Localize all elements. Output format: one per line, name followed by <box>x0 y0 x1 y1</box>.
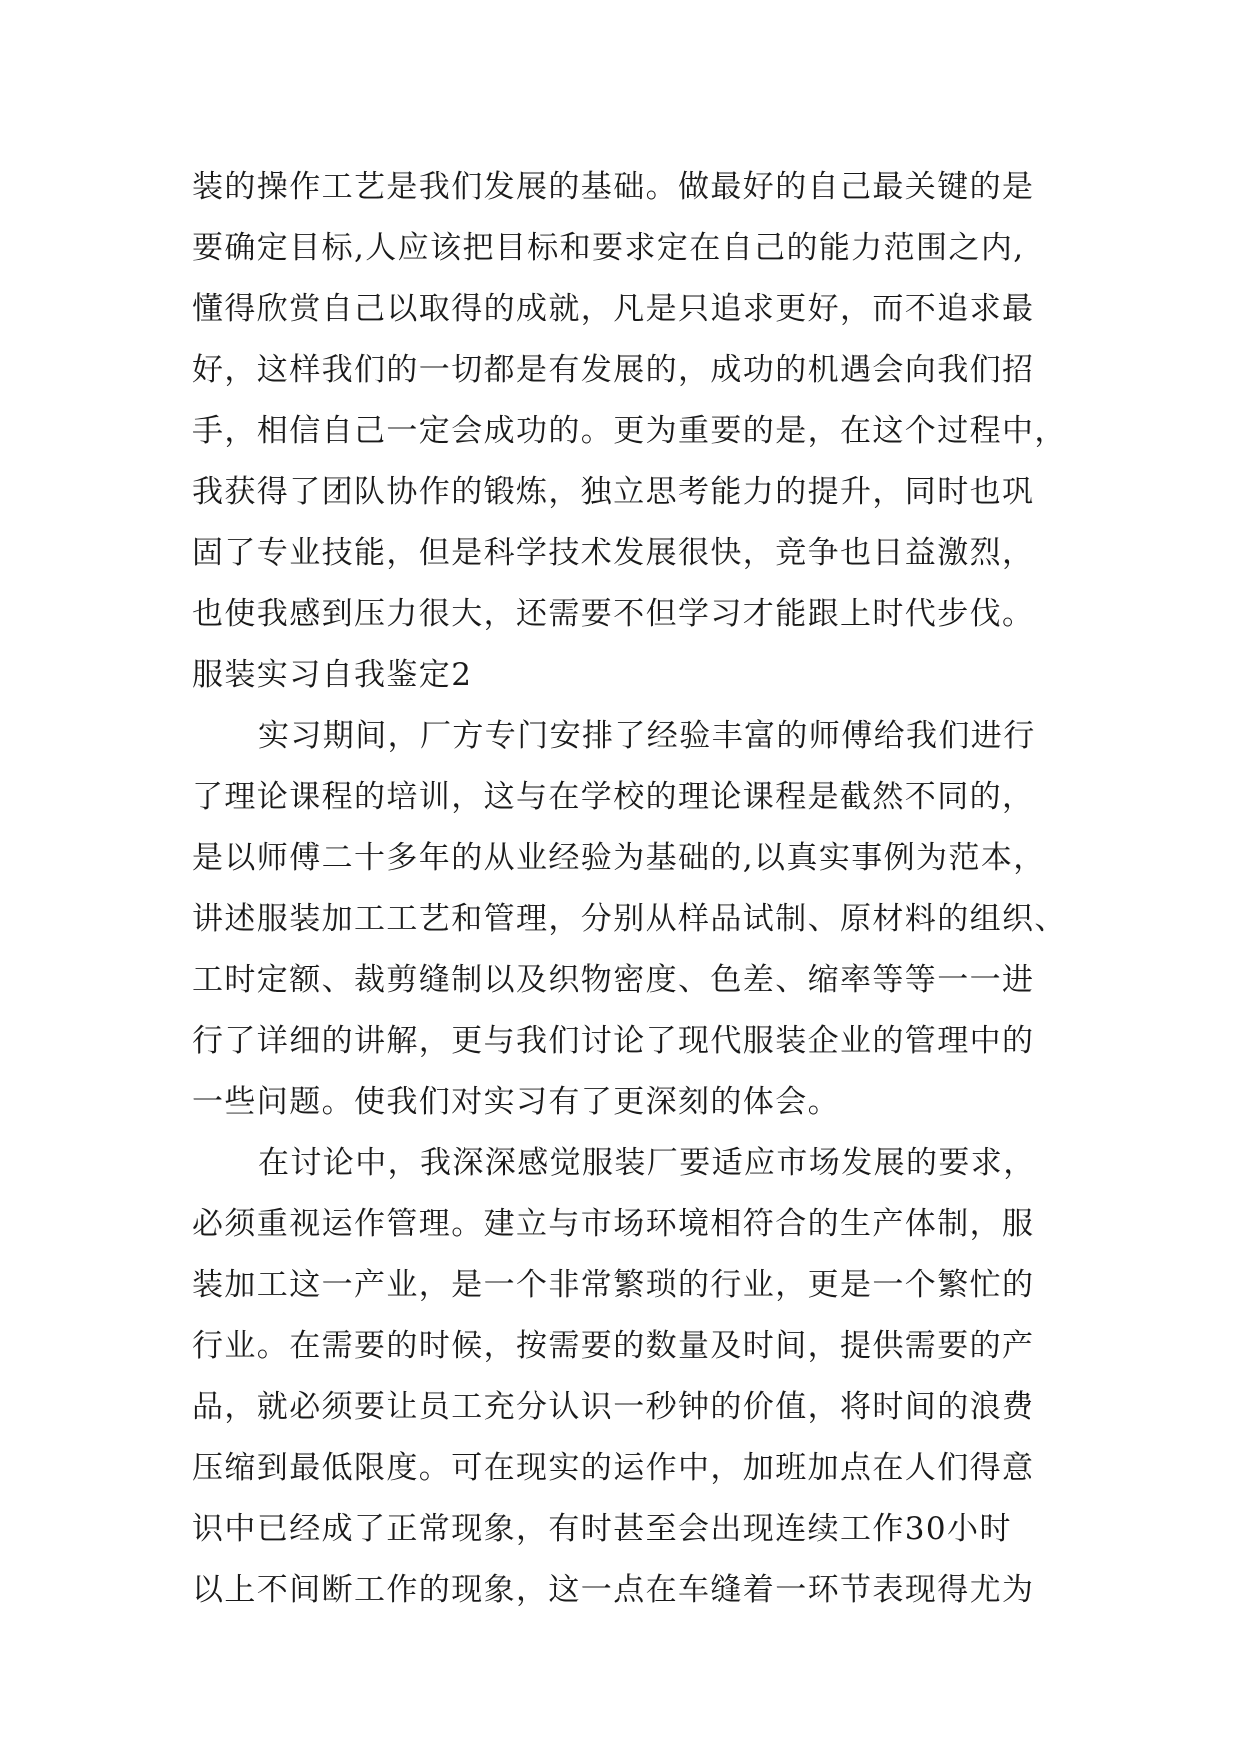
text-line: 我获得了团队协作的锻炼，独立思考能力的提升，同时也巩 <box>192 474 1035 510</box>
text-line: 必须重视运作管理。建立与市场环境相符合的生产体制，服 <box>192 1206 1035 1242</box>
text-line: 压缩到最低限度。可在现实的运作中，加班加点在人们得意 <box>192 1450 1035 1486</box>
text-line: 了理论课程的培训，这与在学校的理论课程是截然不同的， <box>192 779 1035 815</box>
text-line: 一些问题。使我们对实习有了更深刻的体会。 <box>192 1084 840 1120</box>
text-line: 固了专业技能，但是科学技术发展很快，竞争也日益激烈， <box>192 535 1035 571</box>
text-line: 懂得欣赏自己以取得的成就，凡是只追求更好，而不追求最 <box>192 291 1035 327</box>
text-line: 品，就必须要让员工充分认识一秒钟的价值，将时间的浪费 <box>192 1389 1035 1425</box>
paragraph-first-line: 实习期间，厂方专门安排了经验丰富的师傅给我们进行 <box>258 718 1036 754</box>
text-line: 要确定目标,人应该把目标和要求定在自己的能力范围之内, <box>192 230 1025 266</box>
text-line: 好，这样我们的一切都是有发展的，成功的机遇会向我们招 <box>192 352 1035 388</box>
text-line: 行了详细的讲解，更与我们讨论了现代服装企业的管理中的 <box>192 1023 1035 1059</box>
text-line: 识中已经成了正常现象，有时甚至会出现连续工作30小时 <box>192 1511 1012 1547</box>
text-line: 也使我感到压力很大，还需要不但学习才能跟上时代步伐。 <box>192 596 1035 632</box>
text-line: 手，相信自己一定会成功的。更为重要的是，在这个过程中， <box>192 413 1067 449</box>
text-line: 讲述服装加工工艺和管理，分别从样品试制、原材料的组织、 <box>192 901 1067 937</box>
text-line: 是以师傅二十多年的从业经验为基础的,以真实事例为范本， <box>192 840 1046 876</box>
paragraph-first-line: 在讨论中，我深深感觉服装厂要适应市场发展的要求， <box>258 1145 1036 1181</box>
document-body <box>192 157 1072 1621</box>
text-line: 工时定额、裁剪缝制以及织物密度、色差、缩率等等一一进 <box>192 962 1035 998</box>
section-heading: 服装实习自我鉴定2 <box>192 657 473 693</box>
text-line: 以上不间断工作的现象，这一点在车缝着一环节表现得尤为 <box>192 1572 1035 1608</box>
text-line: 装加工这一产业，是一个非常繁琐的行业，更是一个繁忙的 <box>192 1267 1035 1303</box>
text-line: 装的操作工艺是我们发展的基础。做最好的自己最关键的是 <box>192 169 1035 205</box>
text-line: 行业。在需要的时候，按需要的数量及时间，提供需要的产 <box>192 1328 1035 1364</box>
